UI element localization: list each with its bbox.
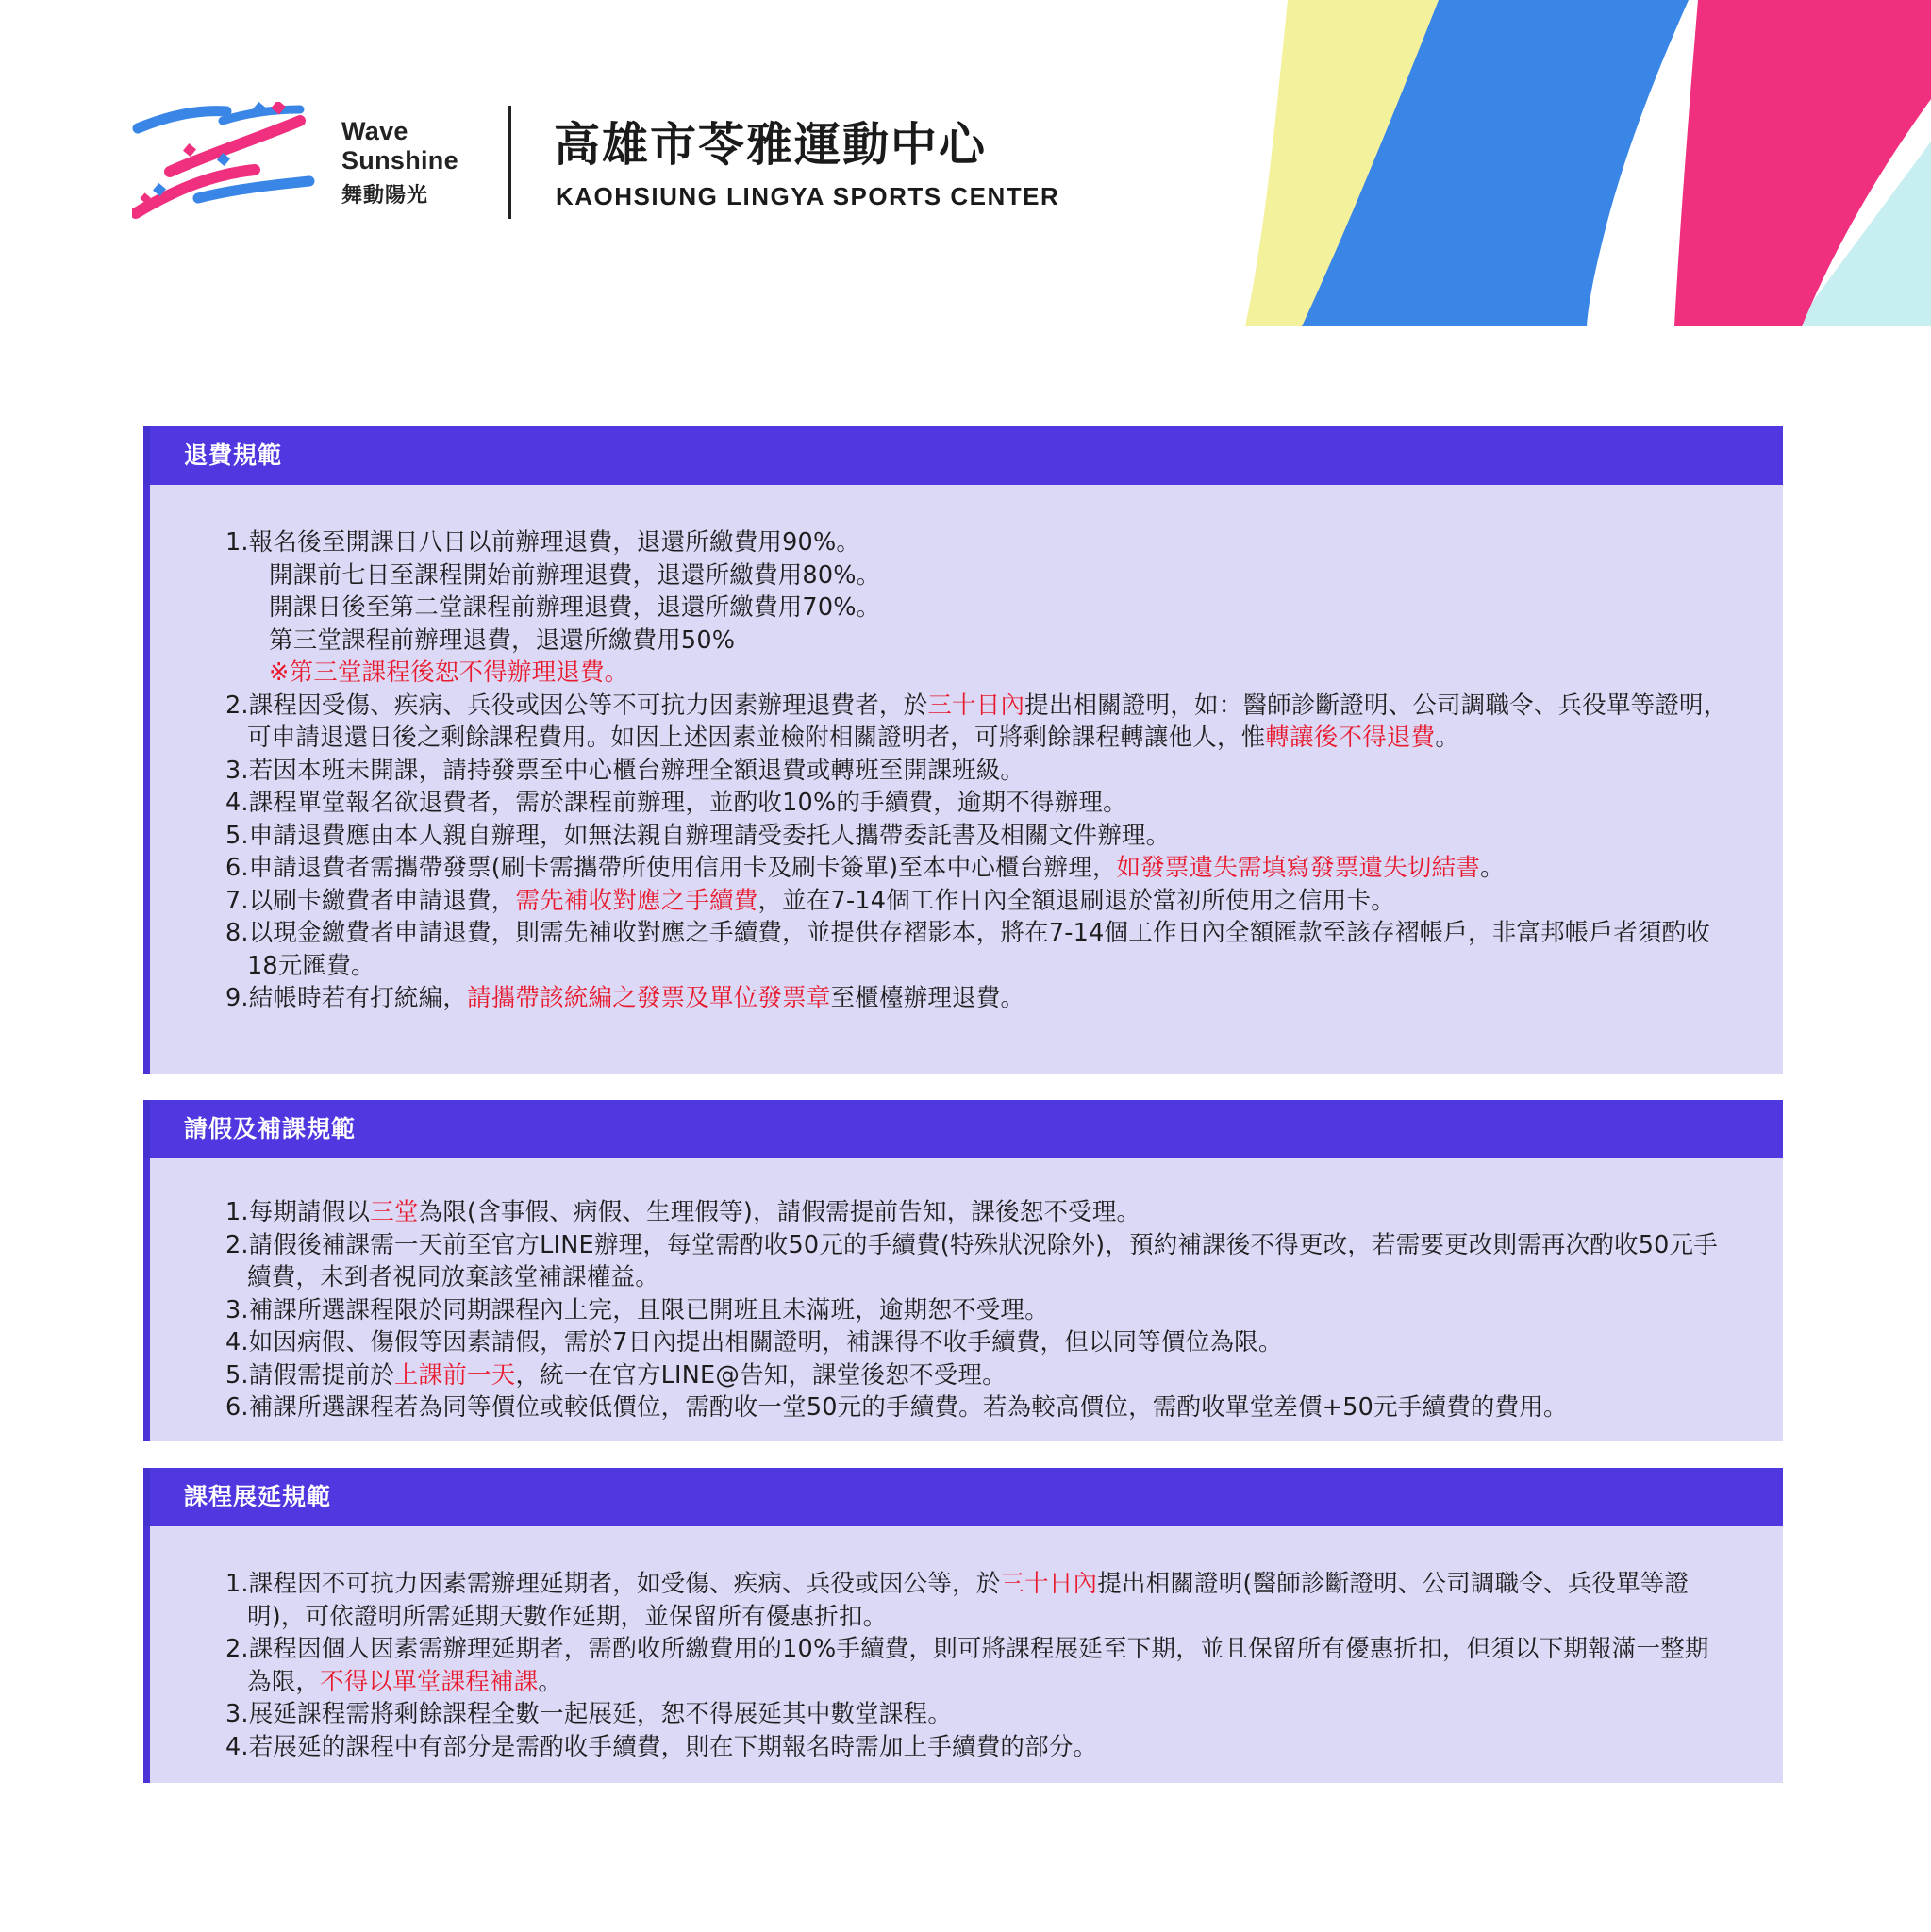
refund-item-1 bbox=[225, 526, 1728, 690]
page-header bbox=[0, 0, 1931, 340]
refund-item-6-c: 。 bbox=[1480, 854, 1505, 882]
leave-item-5-a: 5.請假需提前於 bbox=[225, 1360, 394, 1390]
decorative-corner-art bbox=[1245, 0, 1931, 326]
leave-item-1 bbox=[225, 1196, 1728, 1229]
refund-item-2-highlight-deadline: 三十日內 bbox=[927, 691, 1025, 720]
refund-item-7-a: 7.以刷卡繳費者申請退費， bbox=[225, 886, 516, 915]
extend-item-1-a: 1.課程因不可抗力因素需辦理延期者，如受傷、疾病、兵役或因公等，於 bbox=[225, 1570, 1001, 1598]
refund-item-6-a: 6.申請退費者需攜帶發票(刷卡需攜帶所使用信用卡及刷卡簽單)至本中心櫃台辦理， bbox=[225, 854, 1117, 882]
course-extension-policy-title: 課程展延規範 bbox=[143, 1468, 1783, 1526]
refund-item-7-highlight: 需先補收對應之手續費 bbox=[515, 886, 758, 915]
leave-item-1-highlight: 三堂 bbox=[370, 1198, 419, 1226]
refund-item-9 bbox=[225, 982, 1728, 1015]
course-extension-policy-list bbox=[225, 1568, 1783, 1763]
extend-item-2-c: 。 bbox=[538, 1667, 563, 1696]
refund-item-1-line1: 1.報名後至開課日八日以前辦理退費，退還所繳費用90%。 bbox=[225, 528, 861, 557]
leave-makeup-policy-body bbox=[143, 1158, 1783, 1441]
refund-item-6-highlight: 如發票遺失需填寫發票遺失切結書 bbox=[1116, 854, 1481, 882]
refund-item-9-highlight: 請攜帶該統編之發票及單位發票章 bbox=[467, 984, 831, 1012]
refund-item-9-a: 9.結帳時若有打統編， bbox=[225, 984, 468, 1012]
brand-wordmark bbox=[341, 117, 458, 213]
refund-item-7 bbox=[225, 885, 1728, 918]
refund-item-1-note: ※第三堂課程後恕不得辦理退費。 bbox=[269, 658, 629, 687]
center-name-en: KAOHSIUNG LINGYA SPORTS CENTER bbox=[556, 182, 1060, 210]
brand-wordmark-line2: Sunshine bbox=[341, 146, 458, 175]
extend-item-4: 4.若展延的課程中有部分是需酌收手續費，則在下期報名時需加上手續費的部分。 bbox=[225, 1732, 1098, 1761]
refund-item-6 bbox=[225, 852, 1728, 885]
refund-policy-title: 退費規範 bbox=[143, 426, 1783, 485]
refund-item-2-a: 2.課程因受傷、疾病、兵役或因公等不可抗力因素辦理退費者，於 bbox=[225, 691, 928, 720]
leave-item-5 bbox=[225, 1359, 1728, 1392]
extend-item-3: 3.展延課程需將剩餘課程全數一起展延，恕不得展延其中數堂課程。 bbox=[225, 1700, 953, 1728]
leave-item-3: 3.補課所選課程限於同期課程內上完，且限已開班且未滿班，逾期恕不受理。 bbox=[225, 1295, 1049, 1324]
leave-item-2: 2.請假後補課需一天前至官方LINE辦理，每堂需酌收50元的手續費(特殊狀況除外)，預約補課後不得更改，若需要更改則需再次酌收50元手續費，未到者視同放棄該堂補課權益。 bbox=[225, 1230, 1718, 1291]
course-extension-policy-section bbox=[143, 1468, 1783, 1783]
brand-wordmark-zh: 舞動陽光 bbox=[341, 184, 429, 208]
extend-item-1-highlight: 三十日內 bbox=[1000, 1570, 1098, 1598]
refund-policy-section bbox=[143, 426, 1783, 1074]
extend-item-2-a: 2.課程因個人因素需辦理延期者，需酌收所繳費用的10%手續費，則可將課程展延至下期，並且保留所有優惠折扣，但須以下期報滿一整期為限， bbox=[225, 1635, 1709, 1696]
refund-item-2 bbox=[225, 690, 1728, 755]
refund-item-4: 4.課程單堂報名欲退費者，需於課程前辦理，並酌收10%的手續費，逾期不得辦理。 bbox=[225, 789, 1127, 817]
refund-item-7-c: ，並在7-14個工作日內全額退刷退於當初所使用之信用卡。 bbox=[757, 886, 1395, 915]
refund-item-2-highlight-transfer: 轉讓後不得退費 bbox=[1265, 724, 1436, 752]
refund-policy-body bbox=[143, 485, 1783, 1074]
refund-item-1-line3: 開課日後至第二堂課程前辦理退費，退還所繳費用70%。 bbox=[269, 593, 881, 622]
extend-item-1 bbox=[225, 1568, 1728, 1633]
leave-item-1-c: 為限(含事假、病假、生理假等)，請假需提前告知，課後恕不受理。 bbox=[418, 1198, 1141, 1226]
leave-item-4: 4.如因病假、傷假等因素請假，需於7日內提出相關證明，補課得不收手續費，但以同等價位為限。 bbox=[225, 1328, 1283, 1357]
extend-item-1-c: 提出相關證明(醫師診斷證明、公司調職令、兵役單等證明)，可依證明所需延期天數作延期，並保留所有優惠折扣。 bbox=[247, 1570, 1690, 1631]
wave-sunshine-logo-icon bbox=[132, 102, 321, 225]
refund-item-2-c: 提出相關證明，如：醫師診斷證明、公司調職令、兵役單等證明，可申請退還日後之剩餘課程費用。如因上述因素並檢附相關證明者，可將剩餘課程轉讓他人，惟 bbox=[247, 691, 1728, 752]
extend-item-2 bbox=[225, 1633, 1728, 1698]
leave-item-1-a: 1.每期請假以 bbox=[225, 1198, 371, 1226]
leave-item-6: 6.補課所選課程若為同等價位或較低價位，需酌收一堂50元的手續費。若為較高價位，需酌收單堂差價+50元手續費的費用。 bbox=[225, 1393, 1568, 1422]
brand-wordmark-line1: Wave bbox=[341, 117, 408, 145]
refund-item-8: 8.以現金繳費者申請退費，則需先補收對應之手續費，並提供存褶影本，將在7-14個工作日內全額匯款至該存褶帳戶，非富邦帳戶者須酌收18元匯費。 bbox=[225, 919, 1711, 980]
header-divider bbox=[508, 106, 511, 219]
refund-item-3: 3.若因本班未開課，請持發票至中心櫃台辦理全額退費或轉班至開課班級。 bbox=[225, 756, 1025, 785]
refund-item-2-e: 。 bbox=[1435, 724, 1460, 752]
extend-item-2-highlight: 不得以單堂課程補課 bbox=[320, 1667, 539, 1696]
leave-makeup-policy-list bbox=[225, 1196, 1783, 1424]
refund-item-1-line2: 開課前七日至課程開始前辦理退費，退還所繳費用80%。 bbox=[269, 560, 881, 590]
center-name-zh: 高雄市苓雅運動中心 bbox=[554, 118, 988, 172]
course-extension-policy-body bbox=[143, 1526, 1783, 1783]
leave-makeup-policy-title: 請假及補課規範 bbox=[143, 1100, 1783, 1158]
leave-makeup-policy-section bbox=[143, 1100, 1783, 1441]
refund-item-1-line4: 第三堂課程前辦理退費，退還所繳費用50% bbox=[269, 625, 736, 655]
refund-item-9-c: 至櫃檯辦理退費。 bbox=[830, 984, 1025, 1012]
refund-policy-list bbox=[225, 526, 1783, 1015]
leave-item-5-highlight: 上課前一天 bbox=[393, 1360, 516, 1390]
refund-item-5: 5.申請退費應由本人親自辦理，如無法親自辦理請受委托人攜帶委託書及相關文件辦理。 bbox=[225, 821, 1171, 850]
leave-item-5-c: ，統一在官方LINE@告知，課堂後恕不受理。 bbox=[515, 1360, 1007, 1390]
